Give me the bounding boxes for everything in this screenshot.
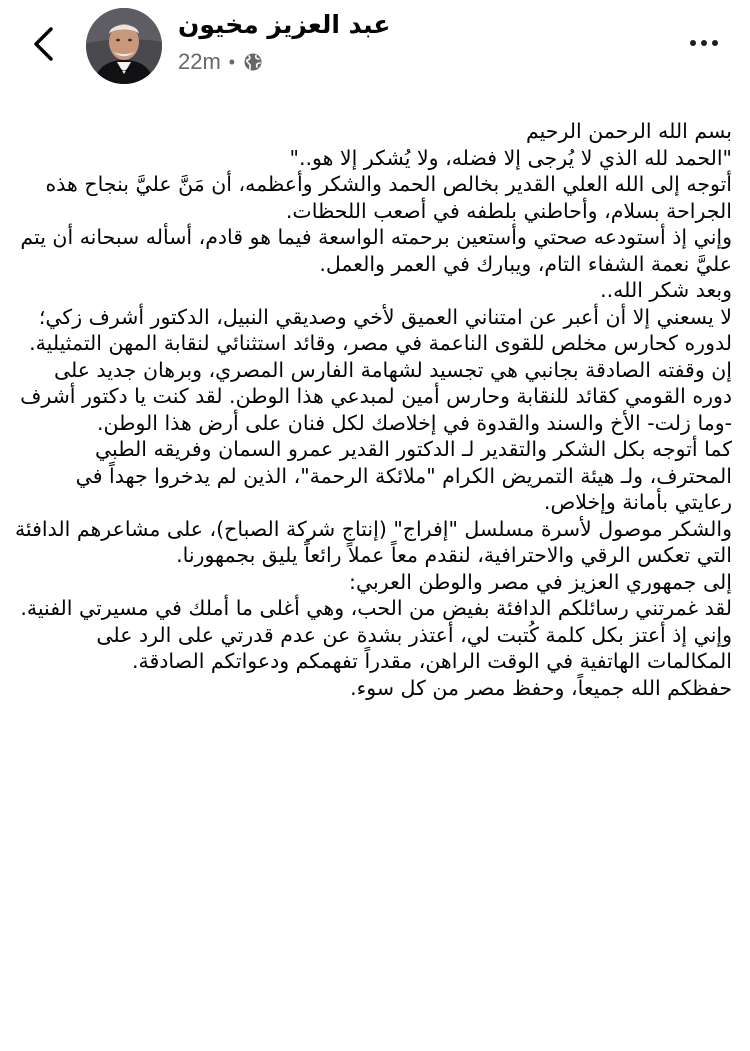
- post-meta: [178, 48, 263, 76]
- post-paragraph: وإني إذ أستودعه صحتي وأستعين برحمته الواسعة فيما هو قادم، أسأله سبحانه أن يتم عليَّ نعمة الشفاء التام، ويبارك في العمر والعمل.: [20, 225, 732, 276]
- post-header: [0, 0, 750, 100]
- author-name[interactable]: عبد العزيز مخيون: [178, 10, 391, 39]
- back-button[interactable]: [22, 22, 66, 66]
- post-paragraph: إلى جمهوري العزيز في مصر والوطن العربي:: [349, 569, 732, 594]
- post-paragraph: "الحمد لله الذي لا يُرجى إلا فضله، ولا يُشكر إلا هو..": [289, 145, 732, 170]
- post-paragraph: وبعد شكر الله..: [600, 278, 732, 302]
- post-paragraph: بسم الله الرحمن الرحيم: [525, 119, 732, 143]
- more-dot-icon: [690, 40, 696, 46]
- chevron-left-icon: [31, 26, 57, 62]
- globe-icon: [243, 52, 263, 72]
- profile-photo: [86, 8, 162, 84]
- post-text: [12, 118, 732, 701]
- post-time[interactable]: 22m: [178, 49, 221, 74]
- post-paragraph: لا يسعني إلا أن أعبر عن امتناني العميق لأخي وصديقي النبيل، الدكتور أشرف زكي؛ لدوره كحارس مخلص للقوى الناعمة في مصر، وقائد استثنائي لنقابة المهن التمثيلية. إن وقفته الصادقة بجانبي هي تجسيد لشهامة الفارس المصري، وبرهان جديد على دوره القومي كقائد للنقابة وحارس أمين لمبدعي هذا الوطن. لقد كنت يا دكتور أشرف -وما زلت- الأخ والسند والقدوة في إخلاصك لكل فنان على أرض هذا الوطن.: [20, 304, 732, 435]
- post-paragraph: والشكر موصول لأسرة مسلسل "إفراج" (إنتاج شركة الصباح)، على مشاعرهم الدافئة التي تعكس الرقي والاحترافية، لنقدم معاً عملاً رائعاً يليق بجمهورنا.: [14, 516, 732, 567]
- more-dot-icon: [701, 40, 707, 46]
- meta-separator: •: [228, 51, 236, 72]
- post-paragraph: أتوجه إلى الله العلي القدير بخالص الحمد والشكر وأعظمه، أن مَنَّ عليَّ بنجاح هذه الجراحة بسلام، وأحاطني بلطفه في أصعب اللحظات.: [45, 172, 732, 223]
- post-paragraph: حفظكم الله جميعاً، وحفظ مصر من كل سوء.: [350, 675, 732, 700]
- more-dot-icon: [712, 40, 718, 46]
- more-options-button[interactable]: [676, 28, 732, 58]
- post-paragraph: لقد غمرتني رسائلكم الدافئة بفيض من الحب، وهي أغلى ما أملك في مسيرتي الفنية. وإني إذ أعتز بكل كلمة كُتبت لي، أعتذر بشدة عن عدم قدرتي على الرد على المكالمات الهاتفية في الوقت الراهن، مقدراً تفهمكم ودعواتكم الصادقة.: [20, 596, 732, 673]
- avatar[interactable]: [86, 8, 162, 84]
- post-paragraph: كما أتوجه بكل الشكر والتقدير لـ الدكتور القدير عمرو السمان وفريقه الطبي المحترف، ولـ هيئة التمريض الكرام "ملائكة الرحمة"، الذين لم يدخروا جهداً في رعايتي بأمانة وإخلاص.: [75, 437, 732, 514]
